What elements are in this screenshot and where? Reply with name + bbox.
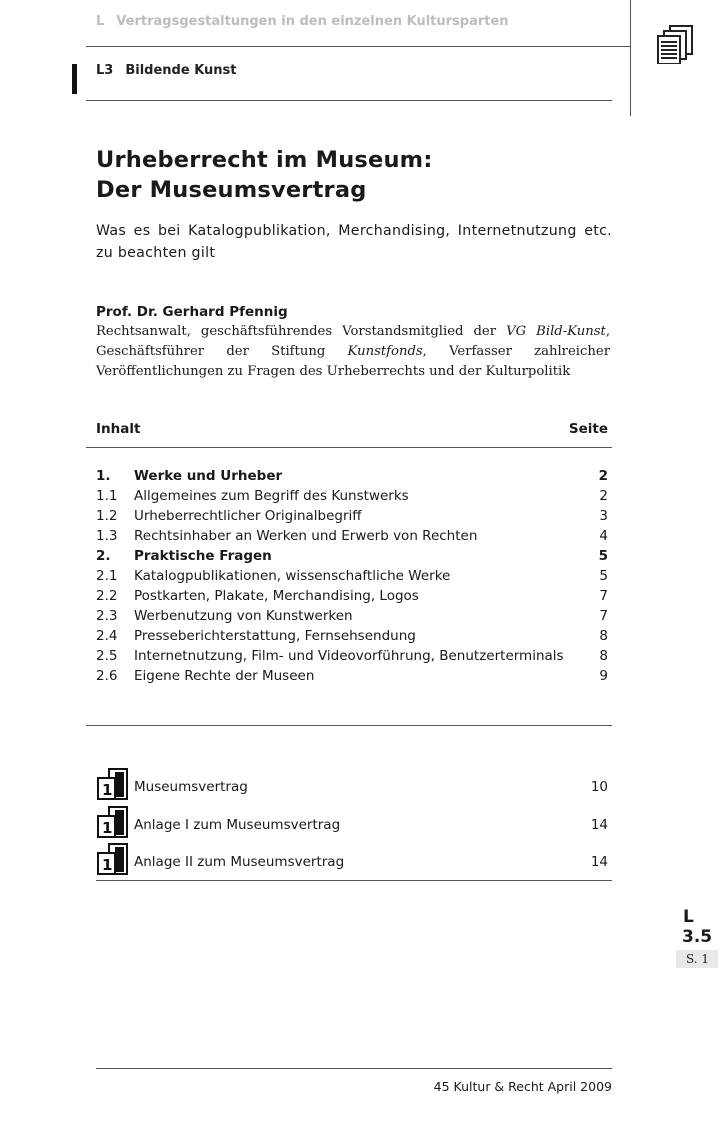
toc-entry-title: Presseberichterstattung, Fernsehsendung (134, 628, 416, 644)
section-title: Vertragsgestaltungen in den einzelnen Kultursparten (116, 14, 509, 29)
toc-entry (96, 646, 610, 666)
toc-entry-page: 7 (599, 608, 608, 624)
bio-text: Rechtsanwalt, geschäftsführendes Vorstandsmitglied der (96, 324, 507, 339)
toc-entry-title: Katalogpublikationen, wissenschaftliche Werke (134, 568, 451, 584)
toc-entry-number: 1. (96, 468, 111, 484)
toc-entry-number: 2.4 (96, 628, 118, 644)
running-header (96, 14, 509, 29)
tab-letter: L (683, 907, 694, 927)
toc-entry-page: 5 (599, 568, 608, 584)
table-of-contents (96, 466, 610, 686)
attachments-bottom-rule (96, 880, 612, 881)
svg-text:1: 1 (102, 819, 113, 837)
toc-entry-title: Urheberrechtlicher Originalbegriff (134, 508, 362, 524)
chapter-title: Bildende Kunst (125, 63, 237, 78)
tab-page: S. 1 (676, 950, 718, 968)
toc-entry-title: Rechtsinhaber an Werken und Erwerb von Rechten (134, 528, 478, 544)
toc-entry-number: 2.5 (96, 648, 118, 664)
toc-page-heading: Seite (568, 421, 608, 437)
toc-entry-number: 2.2 (96, 588, 118, 604)
document-number-icon (96, 806, 128, 838)
document-number-icon (96, 768, 128, 800)
toc-entry (96, 486, 610, 506)
toc-entry-title: Werke und Urheber (134, 468, 283, 484)
article-subtitle: Was es bei Katalogpublikation, Merchandising, Internetnutzung etc. zu beachten gilt (96, 223, 612, 261)
attachment-page: 10 (590, 779, 608, 795)
toc-entry-page: 3 (599, 508, 608, 524)
tab-number: 3.5 (682, 927, 713, 947)
header-bottom-rule (86, 100, 612, 101)
toc-entry-page: 9 (599, 668, 608, 684)
toc-heading: Inhalt (96, 421, 141, 437)
toc-entry-page: 4 (599, 528, 608, 544)
author-bio (96, 322, 610, 382)
attachment-item (96, 843, 610, 873)
attachment-page: 14 (590, 854, 608, 870)
toc-entry (96, 586, 610, 606)
toc-entry-number: 2.3 (96, 608, 118, 624)
attachment-title: Anlage I zum Museumsvertrag (134, 817, 341, 833)
svg-text:1: 1 (102, 856, 113, 874)
toc-heading-rule (86, 447, 612, 448)
toc-entry-number: 1.1 (96, 488, 118, 504)
author-name: Prof. Dr. Gerhard Pfennig (96, 304, 288, 320)
toc-entry-page: 2 (599, 488, 608, 504)
toc-entry-page: 8 (599, 648, 608, 664)
toc-entry-page: 2 (598, 468, 608, 484)
attachment-item (96, 806, 610, 836)
toc-entry-title: Postkarten, Plakate, Merchandising, Logos (134, 588, 419, 604)
toc-entry (96, 506, 610, 526)
toc-entry (96, 666, 610, 686)
bio-org: VG Bild-Kunst (506, 324, 606, 339)
toc-entry-number: 2.1 (96, 568, 118, 584)
document-number-icon (96, 843, 128, 875)
toc-bottom-rule (86, 725, 612, 726)
chapter-marker-bar (72, 64, 77, 94)
section-letter: L (96, 14, 105, 29)
toc-entry-title: Werbenutzung von Kunstwerken (134, 608, 353, 624)
toc-entry-page: 5 (598, 548, 608, 564)
toc-entry-title: Internetnutzung, Film- und Videovorführung, Benutzerterminals (134, 648, 564, 664)
section-tab (676, 907, 718, 968)
attachment-title: Museumsvertrag (134, 779, 248, 795)
header-rule (86, 46, 630, 47)
chapter-header (96, 63, 237, 78)
toc-heading-row (96, 421, 610, 437)
header-vertical-rule (630, 0, 631, 116)
toc-entry (96, 546, 610, 566)
toc-entry (96, 566, 610, 586)
footer-text: 45 Kultur & Recht April 2009 (433, 1079, 612, 1094)
toc-entry-number: 1.3 (96, 528, 118, 544)
toc-entry-title: Allgemeines zum Begriff des Kunstwerks (134, 488, 409, 504)
attachment-item (96, 768, 610, 798)
title-line-1: Urheberrecht im Museum: (96, 147, 433, 173)
chapter-code: L3 (96, 63, 114, 78)
svg-text:1: 1 (102, 781, 113, 799)
article-title (96, 145, 433, 205)
attachment-page: 14 (590, 817, 608, 833)
title-line-2: Der Museumsvertrag (96, 177, 367, 203)
bio-text: , Verfasser zahlreicher Veröffentlichungen zu Fragen des Urheberrechts und der Kulturpolitik (96, 344, 610, 379)
toc-entry-page: 8 (599, 628, 608, 644)
toc-entry-number: 2.6 (96, 668, 118, 684)
footer-rule (96, 1068, 612, 1069)
toc-entry (96, 606, 610, 626)
toc-entry (96, 466, 610, 486)
toc-entry (96, 626, 610, 646)
toc-entry-number: 1.2 (96, 508, 118, 524)
toc-entry (96, 526, 610, 546)
toc-entry-number: 2. (96, 548, 111, 564)
documents-stack-icon (656, 24, 696, 68)
toc-entry-title: Eigene Rechte der Museen (134, 668, 315, 684)
toc-entry-title: Praktische Fragen (134, 548, 272, 564)
bio-foundation: Kunstfonds (347, 344, 423, 359)
bio-text: , Geschäftsführer der Stiftung (96, 324, 611, 359)
toc-entry-page: 7 (599, 588, 608, 604)
attachment-title: Anlage II zum Museumsvertrag (134, 854, 345, 870)
